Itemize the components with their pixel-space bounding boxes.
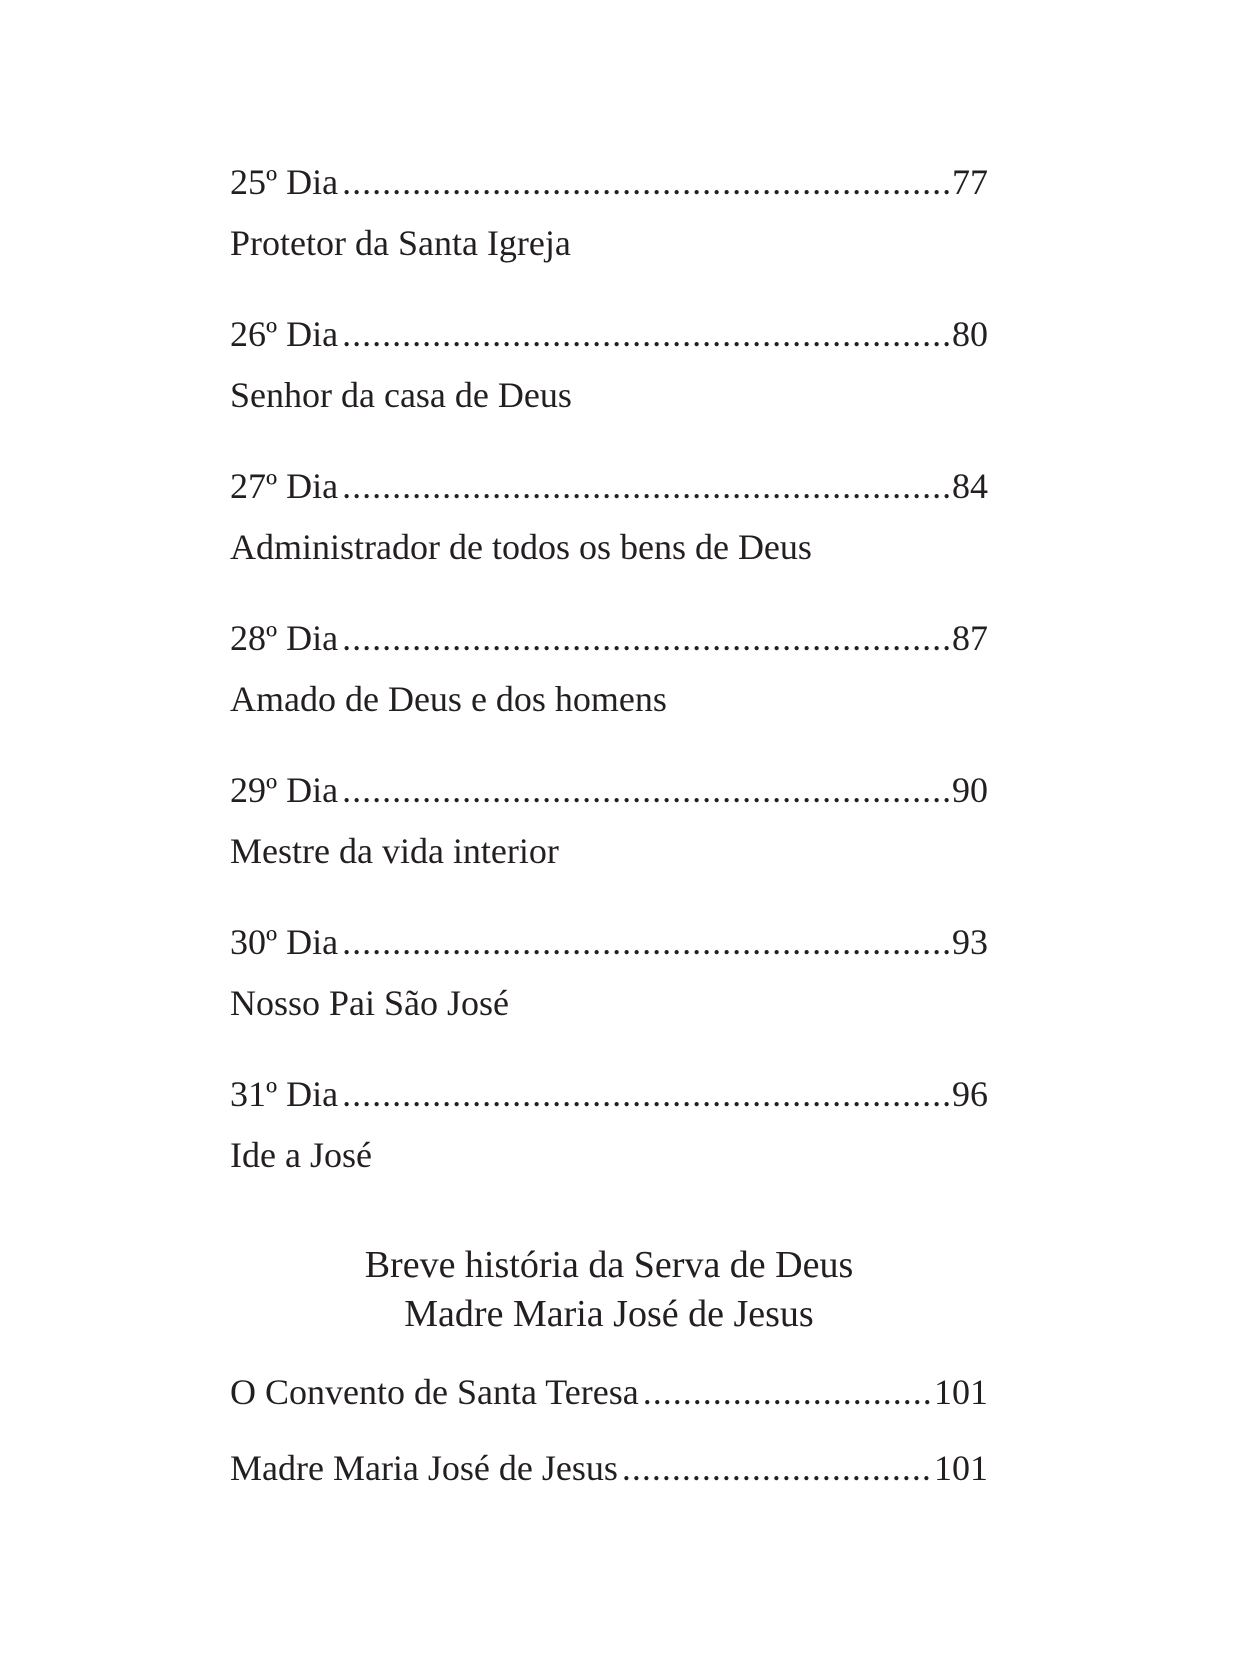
toc-page-number: 101 <box>934 1372 988 1412</box>
toc-entry-30 <box>230 920 988 1072</box>
toc-row[interactable] <box>230 768 988 812</box>
dot-leader <box>342 464 950 508</box>
toc-page-number: 87 <box>952 618 988 658</box>
dot-leader <box>342 616 950 660</box>
toc-entry-26 <box>230 312 988 464</box>
toc-page-number: 90 <box>952 770 988 810</box>
toc-row[interactable] <box>230 1072 988 1116</box>
toc-page-number: 96 <box>952 1074 988 1114</box>
toc-row[interactable] <box>230 312 988 356</box>
toc-row[interactable] <box>230 920 988 964</box>
toc-entry-29 <box>230 768 988 920</box>
toc-page-number: 93 <box>952 922 988 962</box>
section-entries <box>230 1370 988 1522</box>
toc-page-number: 84 <box>952 466 988 506</box>
table-of-contents <box>230 160 988 1224</box>
toc-page-number: 77 <box>952 162 988 202</box>
dot-leader <box>342 768 950 812</box>
toc-entry-27 <box>230 464 988 616</box>
toc-entry-label: O Convento de Santa Teresa <box>230 1372 639 1412</box>
toc-entry-subtitle: Nosso Pai São José <box>230 983 510 1023</box>
toc-entry-label: 26º Dia <box>230 314 339 354</box>
toc-row[interactable] <box>230 464 988 508</box>
toc-entry-subtitle: Protetor da Santa Igreja <box>230 223 571 263</box>
section-heading <box>230 1241 988 1339</box>
toc-row[interactable] <box>230 1446 988 1490</box>
dot-leader <box>622 1446 932 1490</box>
toc-entry-subtitle: Amado de Deus e dos homens <box>230 679 667 719</box>
dot-leader <box>342 160 950 204</box>
toc-entry-subtitle: Mestre da vida interior <box>230 831 559 871</box>
toc-entry-subtitle: Senhor da casa de Deus <box>230 375 572 415</box>
toc-row[interactable] <box>230 616 988 660</box>
toc-row[interactable] <box>230 1370 988 1414</box>
toc-entry-subtitle: Ide a José <box>230 1135 372 1175</box>
toc-entry-label: 29º Dia <box>230 770 339 810</box>
toc-entry-label: 27º Dia <box>230 466 339 506</box>
toc-entry-label: 25º Dia <box>230 162 339 202</box>
toc-entry-label: 28º Dia <box>230 618 339 658</box>
toc-page-number: 101 <box>934 1448 988 1488</box>
dot-leader <box>342 312 950 356</box>
toc-entry-label: Madre Maria José de Jesus <box>230 1448 618 1488</box>
toc-entry-subtitle: Administrador de todos os bens de Deus <box>230 527 812 567</box>
dot-leader <box>342 1072 950 1116</box>
toc-page-number: 80 <box>952 314 988 354</box>
toc-entry-label: 31º Dia <box>230 1074 339 1114</box>
dot-leader <box>342 920 950 964</box>
toc-row[interactable] <box>230 160 988 204</box>
section-heading-line-1: Breve história da Serva de Deus <box>364 1244 854 1286</box>
toc-entry-25 <box>230 160 988 312</box>
toc-entry-28 <box>230 616 988 768</box>
toc-entry-31 <box>230 1072 988 1224</box>
dot-leader <box>643 1370 932 1414</box>
section-heading-line-2: Madre Maria José de Jesus <box>404 1293 814 1335</box>
toc-entry-label: 30º Dia <box>230 922 339 962</box>
